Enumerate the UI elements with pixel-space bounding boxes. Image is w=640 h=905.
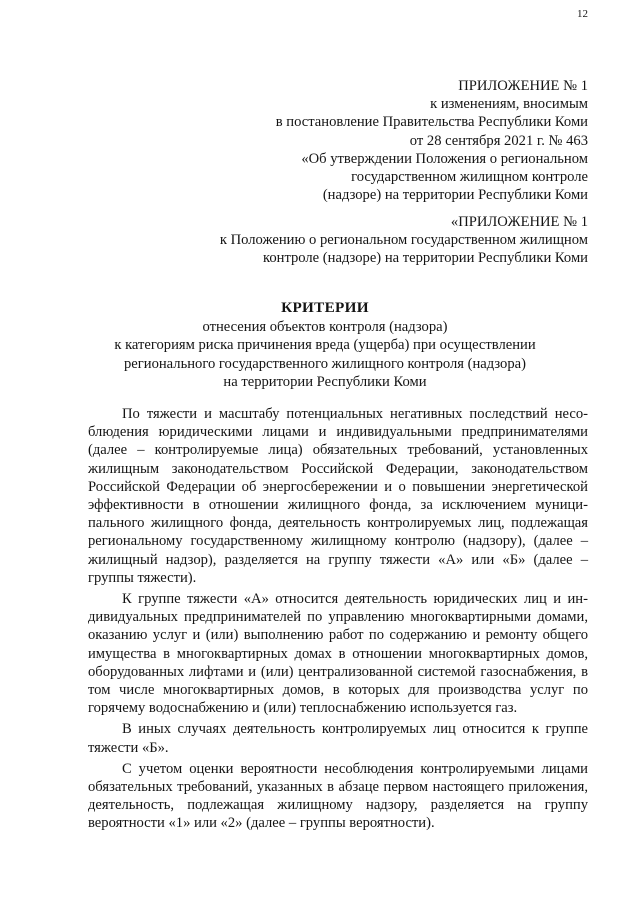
title-line: к категориям риска причинения вреда (ущерба) при осуществлении xyxy=(114,337,536,354)
annex-header-line: государственном жилищном контроле xyxy=(351,169,588,186)
annex-header-line: в постановление Правительства Республики Коми xyxy=(275,114,588,131)
annex-header-line: от 28 сентября 2021 г. № 463 xyxy=(409,132,588,149)
annex-subheader-line: к Положению о региональном государственном жилищном xyxy=(219,232,588,249)
annex-header-line: к изменениям, вносимым xyxy=(430,96,588,113)
body-paragraph: С учетом оценки вероятности несоблюдения контролируемыми лицами обязательных требований, указанных в абзаце первом настоящего приложения, деятельность, подлежащая жилищному надзору, разделяется на группу вероятности «1» или «2» (далее – группы вероятности). xyxy=(88,760,588,832)
annex-header-line: ПРИЛОЖЕНИЕ № 1 xyxy=(458,78,588,94)
annex-subheader xyxy=(220,213,588,268)
annex-header-line: (надзоре) на территории Республики Коми xyxy=(322,187,588,204)
title-line: на территории Республики Коми xyxy=(223,373,427,390)
document-body xyxy=(88,405,588,836)
page-number: 12 xyxy=(577,8,588,20)
annex-header xyxy=(276,77,588,204)
annex-header-line: «Об утверждении Положения о региональном xyxy=(301,150,588,167)
body-paragraph: К группе тяжести «А» относится деятельность юридических лиц и индивидуальных предпринимателей по управлению многоквартирными домами, оказанию услуг и (или) выполнению работ по содержанию и ремонту общего имущества в многоквартирных домах в отношении многоквартирных домов, оборудованных лифтами и (или) централизованной системой газоснабжения, в том числе многоквартирных домов, в которых для производства услуг по горячему водоснабжению и (или) теплоснабжению используется газ. xyxy=(88,591,588,717)
body-paragraph: В иных случаях деятельность контролируемых лиц относится к группе тяжести «Б». xyxy=(88,721,588,756)
body-paragraph: По тяжести и масштабу потенциальных негативных последствий несоблюдения юридическими лицами и индивидуальными предпринимателями (далее – контролируемые лица) обязательных требований, установленных жилищным законодательством Российской Федерации, законодательством Российской Федерации об энергосбережении и о повышении энергетической эффективности в отношении жилищного фонда, за исключением муниципального жилищного фонда, деятельность контролируемых лиц, подлежащая региональному государственному жилищному контролю (надзору), (далее – жилищный надзор), разделяется на группу тяжести «А» или «Б» (далее – группы тяжести). xyxy=(88,406,588,586)
title-heading: КРИТЕРИИ xyxy=(281,299,369,316)
title-line: регионального государственного жилищного контроля (надзора) xyxy=(124,355,526,372)
annex-subheader-line: «ПРИЛОЖЕНИЕ № 1 xyxy=(450,214,588,230)
annex-subheader-line: контроле (надзоре) на территории Республики Коми xyxy=(262,250,588,267)
document-title xyxy=(60,299,590,391)
title-line: отнесения объектов контроля (надзора) xyxy=(202,319,448,336)
